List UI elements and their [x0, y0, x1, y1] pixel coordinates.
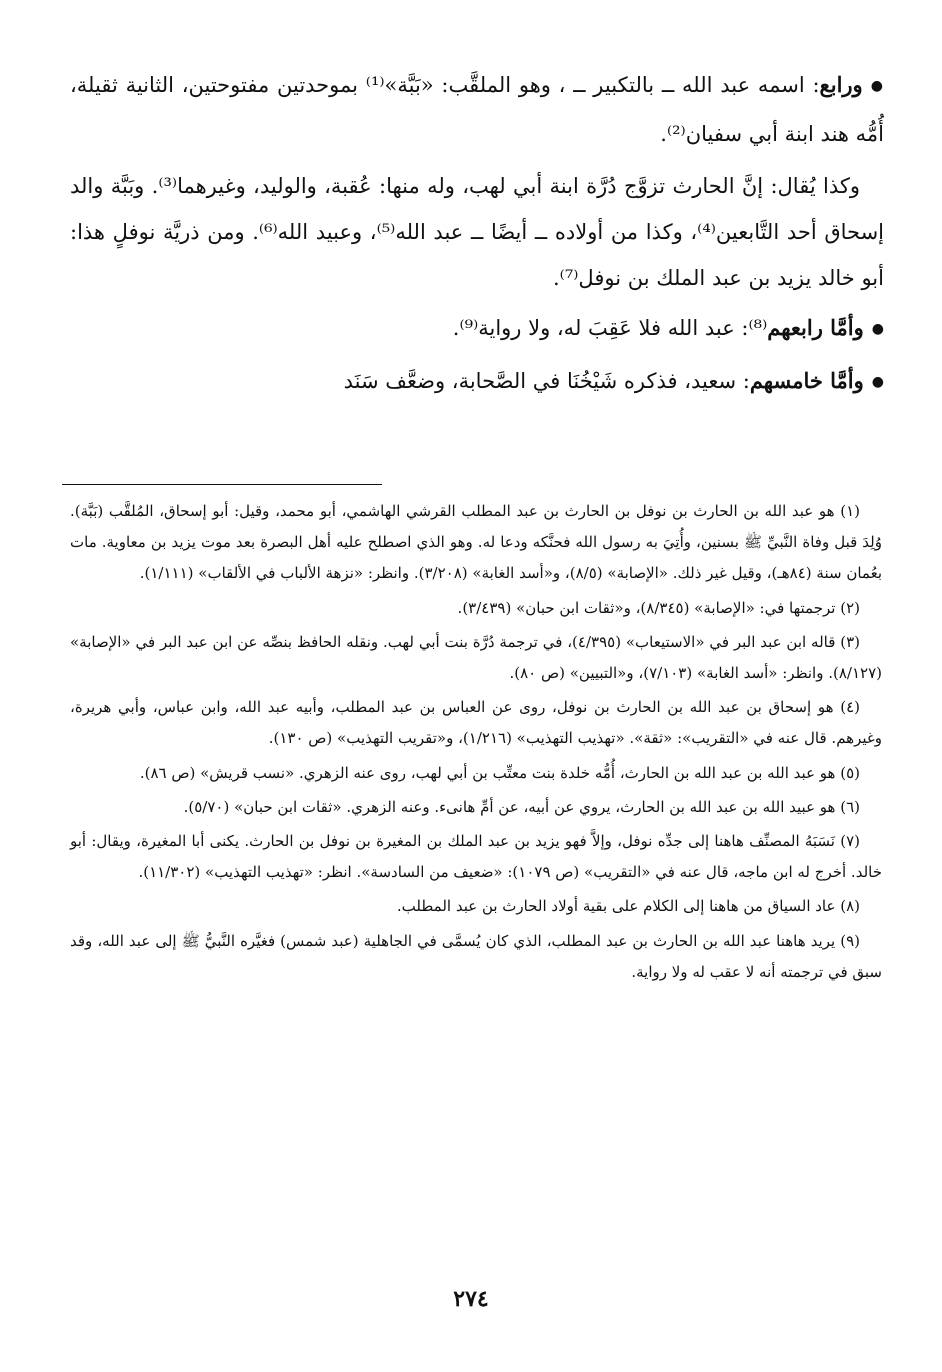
footnote-2: (٢) ترجمتها في: «الإصابة» (٨/٣٤٥)، و«ثقات ابن حبان» (٣/٤٣٩). [457, 598, 860, 617]
paragraph-lead: ورابع [819, 72, 863, 97]
paragraph-lead: وأمَّا رابعهم [767, 315, 864, 340]
footnote-8: (٨) عاد السياق من هاهنا إلى الكلام على بقية أولاد الحارث بن عبد المطلب. [396, 897, 860, 916]
footnotes [70, 496, 882, 991]
paragraph-text: : اسمه عبد الله ــ بالتكبير ــ ، وهو الملقَّب: «بَبَّة»⁽¹⁾ بموحدتين مفتوحتين، الثانية ثقيلة، أُمُّه هند ابنة أبي سفيان⁽²⁾. [70, 73, 884, 146]
bullet-icon: ● [871, 374, 884, 390]
bullet-icon: ● [870, 78, 885, 94]
paragraph-rabiuhum [70, 305, 884, 354]
paragraph-wakadha: وكذا يُقال: إنَّ الحارث تزوَّج دُرَّة ابنة أبي لهب، وله منها: عُقبة، والوليد، وغيرهما⁽³⁾. وبَبَّة والد إسحاق أحد التَّابعين⁽⁴⁾، وكذا من أولاده ــ أيضًا ــ عبد الله⁽⁵⁾، وعبيد الله⁽⁶⁾. ومن ذريَّة نوفلٍ هذا: أبو خالد يزيد بن عبد الملك بن نوفل⁽⁷⁾. [70, 174, 884, 290]
page-number: ٢٧٤ [453, 1286, 489, 1312]
paragraph-lead: وأمَّا خامسهم [749, 368, 864, 393]
footnote-7: (٧) نَسَبَهُ المصنِّف هاهنا إلى جدِّه نوفل، وإلاَّ فهو يزيد بن عبد الملك بن المغيرة بن نوفل بن الحارث. يكنى أبا المغيرة، ويقال: أبو خالد. أخرج له ابن ماجه، قال عنه في «التقريب» (ص ١٠٧٩): «ضعيف من السادسة». انظر: «تهذيب التهذيب» (١١/٣٠٢). [70, 832, 882, 882]
bullet-icon: ● [871, 321, 884, 337]
footnote-4: (٤) هو إسحاق بن عبد الله بن الحارث بن نوفل، روى عن العباس بن عبد المطلب، وأبيه عبد الله، وابن عباس، وأبي هريرة، وغيرهم. قال عنه في «التقريب»: «ثقة». «تهذيب التهذيب» (١/٢١٦)، و«تقريب التهذيب» (ص ١٣٠). [70, 698, 882, 748]
footnote-divider [62, 484, 382, 485]
footnote-6: (٦) هو عبيد الله بن عبد الله بن الحارث، يروي عن أبيه، عن أمِّ هانىء. وعنه الزهري. «ثقات ابن حبان» (٥/٧٠). [183, 797, 860, 816]
footnote-9: (٩) يريد هاهنا عبد الله بن الحارث بن عبد المطلب، الذي كان يُسمَّى في الجاهلية (عبد شمس) فغيَّره النَّبيُّ ﷺ إلى عبد الله، وقد سبق في ترجمته أنه لا عقب له ولا رواية. [70, 931, 882, 981]
footnote-1: (١) هو عبد الله بن الحارث بن نوفل بن الحارث بن عبد المطلب القرشي الهاشمي، أبو محمد، وقيل: أبو إسحاق، المُلقَّب (بَبَّة). وُلِدَ قبل وفاة النَّبيِّ ﷺ بسنين، وأُتِيَ به رسول الله فحنَّكه ودعا له. وهو الذي اصطلح عليه أهل البصرة بعد موت يزيد بن معاوية. مات بعُمان سنة (٨٤هـ)، وقيل غير ذلك. «الإصابة» (٨/٥)، و«أسد الغابة» (٣/٢٠٨). وانظر: «نزهة الألباب في الألقاب» (١/١١١). [70, 502, 882, 583]
paragraph-khamisuhum [70, 358, 884, 407]
footnote-3: (٣) قاله ابن عبد البر في «الاستيعاب» (٤/٣٩٥)، في ترجمة دُرَّة بنت أبي لهب. ونقله الحافظ بنصِّه عن ابن عبد البر في «الإصابة» (٨/١٢٧). وانظر: «أسد الغابة» (٧/١٠٣)، و«التبيين» (ص ٨٠). [70, 632, 882, 683]
paragraph-rabi [70, 62, 884, 157]
main-text [70, 58, 884, 407]
paragraph-text: : سعيد، فذكره شَيْخُنَا في الصَّحابة، وضعَّف سَنَد [343, 369, 750, 393]
footnote-5: (٥) هو عبد الله بن عبد الله بن الحارث، أُمُّه خلدة بنت معتِّب بن أبي لهب، روى عنه الزهري. «نسب قريش» (ص ٨٦). [139, 763, 860, 782]
paragraph-text: ⁽⁸⁾: عبد الله فلا عَقِبَ له، ولا رواية⁽⁹⁾. [452, 316, 768, 340]
